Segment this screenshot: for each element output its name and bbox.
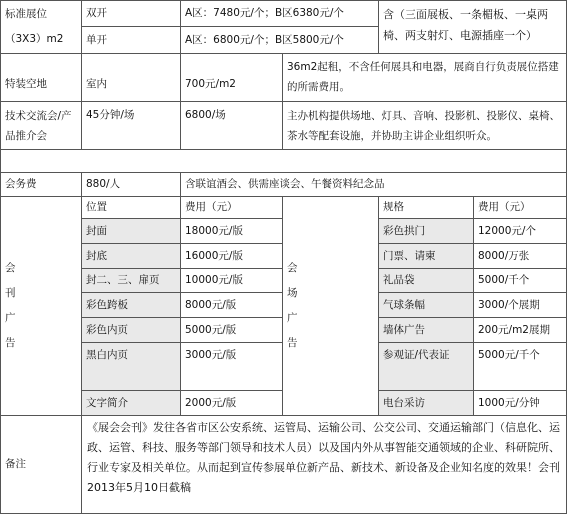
journal-row-position: 封底	[82, 244, 181, 269]
meeting-fee-note: 含联谊酒会、供需座谈会、午餐资料纪念品	[181, 173, 567, 197]
venue-row-cost: 1000元/分钟	[474, 391, 567, 416]
journal-row-cost: 16000元/版	[181, 244, 283, 269]
journal-row-position: 文字简介	[82, 391, 181, 416]
venue-row-spec: 墙体广告	[379, 318, 474, 343]
journal-row-cost: 3000元/版	[181, 343, 283, 391]
venue-row-spec: 门票、请柬	[379, 244, 474, 269]
journal-ads-char-2: 刊	[5, 287, 16, 299]
raw-space-note: 36m2起租，不含任何展具和电器，展商自行负责展位搭建的所需费用。	[283, 54, 567, 102]
raw-space-label: 特装空地	[1, 54, 82, 102]
journal-ads-char-3: 广	[5, 312, 16, 324]
tech-talk-note: 主办机构提供场地、灯具、音响、投影机、投影仪、桌椅、茶水等配套设施，并协助主讲企业组织听众。	[283, 102, 567, 150]
journal-ads-label	[1, 197, 82, 416]
venue-header-cost: 费用（元）	[474, 197, 567, 219]
journal-row-cost: 10000元/版	[181, 269, 283, 293]
venue-row-cost: 5000/千个	[474, 269, 567, 293]
venue-row-cost: 3000/个展期	[474, 293, 567, 318]
journal-row-position: 黑白内页	[82, 343, 181, 391]
venue-row-cost: 8000/万张	[474, 244, 567, 269]
venue-row-cost: 200元/m2展期	[474, 318, 567, 343]
venue-row-cost: 12000元/个	[474, 219, 567, 244]
journal-row-cost: 2000元/版	[181, 391, 283, 416]
meeting-fee-price: 880/人	[82, 173, 181, 197]
std-booth-label	[1, 1, 82, 54]
std-booth-label-line1: 标准展位	[5, 8, 47, 20]
journal-ads-char-4: 告	[5, 337, 16, 349]
venue-row-spec: 礼品袋	[379, 269, 474, 293]
std-booth-label-line2: （3X3）m2	[5, 33, 64, 45]
separator-row	[1, 150, 567, 173]
journal-row-cost: 18000元/版	[181, 219, 283, 244]
venue-ads-char-2: 场	[287, 287, 298, 299]
tech-talk-label: 技术交流会/产品推介会	[1, 102, 82, 150]
single-open-label: 单开	[82, 27, 181, 54]
venue-row-spec: 参观证/代表证	[379, 343, 474, 391]
venue-header-spec: 规格	[379, 197, 474, 219]
venue-row-cost: 5000元/千个	[474, 343, 567, 391]
venue-ads-label	[283, 197, 379, 416]
venue-ads-char-4: 告	[287, 337, 298, 349]
meeting-fee-label: 会务费	[1, 173, 82, 197]
tech-talk-duration: 45分钟/场	[82, 102, 181, 150]
single-open-price: A区：6800元/个；B区5800元/个	[181, 27, 379, 54]
journal-row-cost: 8000元/版	[181, 293, 283, 318]
venue-row-spec: 气球条幅	[379, 293, 474, 318]
raw-space-price: 700元/m2	[181, 54, 283, 102]
journal-row-position: 彩色内页	[82, 318, 181, 343]
journal-row-position: 封二、三、扉页	[82, 269, 181, 293]
tech-talk-price: 6800/场	[181, 102, 283, 150]
venue-ads-char-1: 会	[287, 262, 298, 274]
journal-row-cost: 5000元/版	[181, 318, 283, 343]
double-open-label: 双开	[82, 1, 181, 27]
journal-header-position: 位置	[82, 197, 181, 219]
venue-row-spec: 彩色拱门	[379, 219, 474, 244]
double-open-price: A区：7480元/个；B区6380元/个	[181, 1, 379, 27]
journal-ads-char-1: 会	[5, 262, 16, 274]
raw-space-location: 室内	[82, 54, 181, 102]
std-booth-includes: 含（三面展板、一条楣板、一桌两椅、两支射灯、电源插座一个）	[379, 1, 567, 54]
remarks-text: 《展会会刊》发往各省市区公安系统、运管局、运输公司、公交公司、交通运输部门（信息化、运政、运管、科技、服务等部门领导和技术人员）以及国内外从事智能交通领域的企业、科研院所、行业专家及相关单位。从而起到宣传参展单位新产品、新技术、新设备及企业知名度的效果！会刊2013年5月10日截稿	[82, 416, 567, 514]
venue-row-spec: 电台采访	[379, 391, 474, 416]
journal-row-position: 封面	[82, 219, 181, 244]
journal-header-cost: 费用（元）	[181, 197, 283, 219]
journal-row-position: 彩色跨板	[82, 293, 181, 318]
remarks-label: 备注	[1, 416, 82, 514]
venue-ads-char-3: 广	[287, 312, 298, 324]
